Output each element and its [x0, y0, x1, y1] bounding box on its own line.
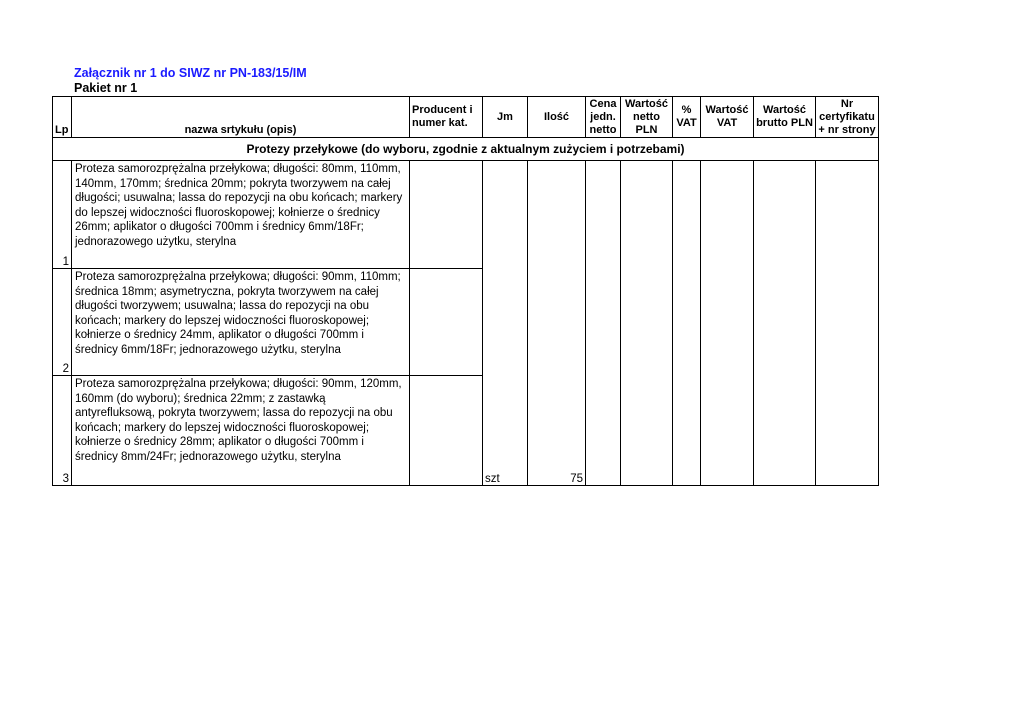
header-net-value: Wartość netto PLN	[621, 97, 673, 138]
header-certificate: Nr certyfikatu + nr strony	[816, 97, 879, 138]
header-jm: Jm	[483, 97, 528, 138]
header-producer: Producent i numer kat.	[410, 97, 483, 138]
header-unit-price: Cena jedn. netto	[586, 97, 621, 138]
row-producer-cell[interactable]	[410, 376, 483, 486]
row-jm: szt	[483, 161, 528, 486]
row-certificate-cell[interactable]	[816, 161, 879, 486]
header-vat-value: Wartość VAT	[701, 97, 754, 138]
package-label: Pakiet nr 1	[74, 81, 138, 95]
row-lp: 2	[53, 269, 72, 376]
row-net-value-cell[interactable]	[621, 161, 673, 486]
table-row	[53, 161, 879, 269]
header-vat-pct: % VAT	[673, 97, 701, 138]
row-description: Proteza samorozprężalna przełykowa; długości: 90mm, 120mm, 160mm (do wyboru); średnica 22mm; z zastawką antyrefluksową, pokryta tworzywem; lassa do repozycji na obu końcach; markery do lepszej widoczności fluoroskopowej; kołnierze o średnicy 28mm; aplikator o długości 700mm i średnicy 8mm/24Fr; jednorazowego użytku, sterylna	[72, 376, 410, 486]
row-gross-cell[interactable]	[754, 161, 816, 486]
row-qty: 75	[528, 161, 586, 486]
row-vat-value-cell[interactable]	[701, 161, 754, 486]
table-header-row	[53, 97, 879, 138]
row-unit-price-cell[interactable]	[586, 161, 621, 486]
header-gross: Wartość brutto PLN	[754, 97, 816, 138]
document-title: Załącznik nr 1 do SIWZ nr PN-183/15/IM	[74, 66, 307, 80]
header-qty: Ilość	[528, 97, 586, 138]
row-description: Proteza samorozprężalna przełykowa; długości: 80mm, 110mm, 140mm, 170mm; średnica 20mm; pokryta tworzywem na całej długości; usuwalna; lassa do repozycji na obu końcach; markery do lepszej widoczności fluoroskopowej; kołnierze o średnicy 26mm; aplikator o długości 700mm i średnicy 6mm/18Fr; jednorazowego użytku, sterylna	[72, 161, 410, 269]
section-row	[53, 138, 879, 161]
offer-table	[52, 96, 879, 486]
row-description: Proteza samorozprężalna przełykowa; długości: 90mm, 110mm; średnica 18mm; asymetryczna, pokryta tworzywem na całej długości tworzywem; usuwalna; lassa do repozycji na obu końcach; markery do lepszej widoczności fluoroskopowej; kołnierze o średnicy 24mm, aplikator o długości 700mm i średnicy 6mm/18Fr; jednorazowego użytku, sterylna	[72, 269, 410, 376]
header-name: nazwa srtykułu (opis)	[72, 97, 410, 138]
row-producer-cell[interactable]	[410, 161, 483, 269]
row-producer-cell[interactable]	[410, 269, 483, 376]
row-lp: 1	[53, 161, 72, 269]
section-title: Protezy przełykowe (do wyboru, zgodnie z aktualnym zużyciem i potrzebami)	[53, 138, 879, 161]
header-lp: Lp	[53, 97, 72, 138]
row-lp: 3	[53, 376, 72, 486]
row-vat-pct-cell[interactable]	[673, 161, 701, 486]
